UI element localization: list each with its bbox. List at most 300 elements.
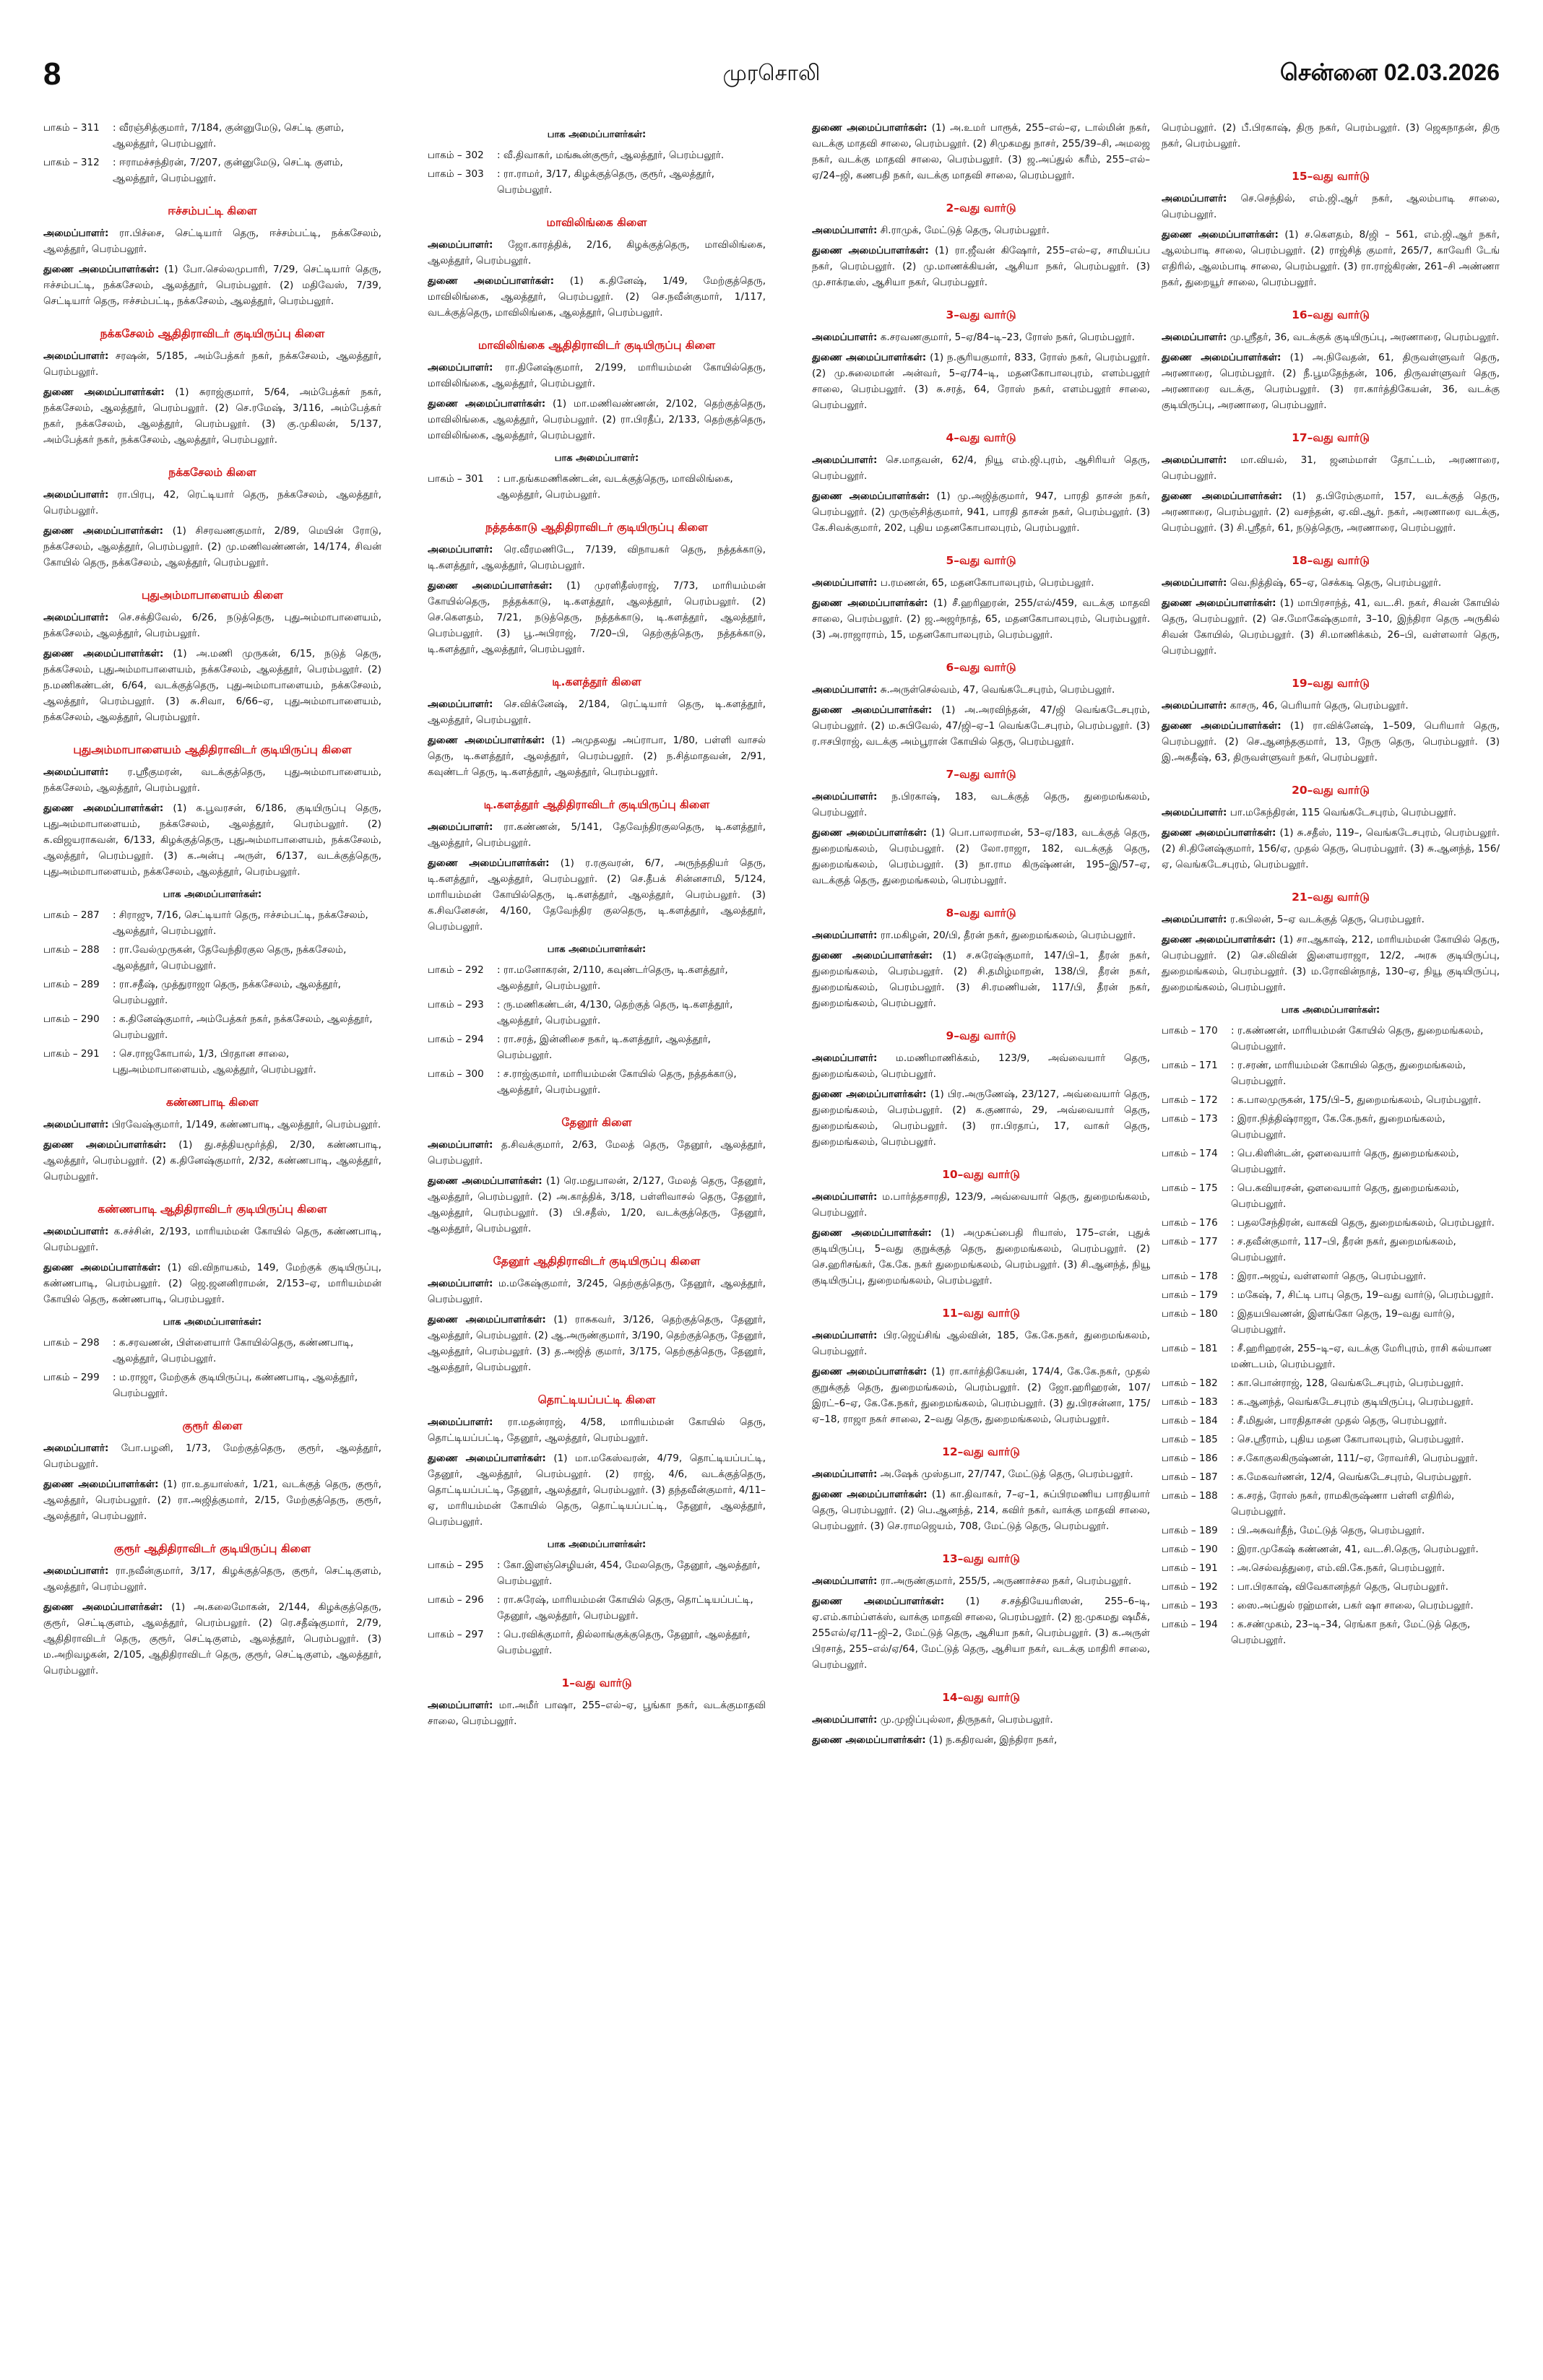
paragraph — [43, 610, 381, 641]
section-heading: தேனூர் ஆதிதிராவிடர் குடியிருப்பு கிளை — [493, 1255, 701, 1268]
paragraph-text: (1) அமுதலது அப்ராபா, 1/80, பள்ளி வாசல் தெரு, டி.களத்தூர், ஆலத்தூர், பெரம்பலூர். (2) ந.சித்மாதவன், 2/91, கவுண்டர் தெரு, டி.களத்தூர், ஆலத்தூர், பெரம்பலூர். — [428, 735, 766, 778]
paragraph-text: ஜோ.காரத்திக், 2/16, கிழக்குத்தெரு, மாவிலிங்கை, ஆலத்தூர், பெரம்பலூர். — [428, 239, 766, 267]
paragraph-text: ம.மணிமாணிக்கம், 123/9, அவ்வையார் தெரு, துறைமங்கலம், பெரம்பலூர். — [812, 1052, 1150, 1080]
paragraph-text: ரா.அருண்குமார், 255/5, அருணாச்சல நகர், பெரம்பலூர். — [880, 1575, 1132, 1587]
role-label: அமைப்பாளர்: — [1162, 914, 1227, 925]
role-label: அமைப்பாளர்: — [43, 612, 109, 623]
paragraph — [812, 575, 1150, 591]
booth-number: பாகம் – 287 — [43, 909, 100, 921]
role-label: துணை அமைப்பாளர்கள்: — [812, 490, 930, 502]
paragraph-text: ரா.பிச்சை, செட்டியார் தெரு, ஈச்சம்பட்டி, நக்கசேலம், ஆலத்தூர், பெரம்பலூர். — [43, 228, 381, 255]
booth-number: பாகம் – 183 — [1162, 1396, 1218, 1408]
role-label: அமைப்பாளர்: — [43, 1442, 109, 1454]
paragraph-text: ம.மகேஷ்குமார், 3/245, தெற்குத்தெரு, தேனூர், ஆலத்தூர், பெரம்பலூர். — [428, 1278, 766, 1305]
paragraph-text: பிர.ஜெய்சிங் ஆல்வின், 185, கே.கே.நகர், துறைமங்கலம், பெரம்பலூர். — [812, 1330, 1150, 1357]
booth-number: பாகம் – 188 — [1162, 1490, 1218, 1502]
paragraph-text: (1) ரெ.மதுபாலன், 2/127, மேலத் தெரு, தேனூர், ஆலத்தூர், பெரம்பலூர். (2) அ.காத்திக், 3/18, பள்ளிவாசல் தெரு, தேனூர், ஆலத்தூர், பெரம்பலூர். (3) பி.சதீஸ், 1/20, வடக்குத்தெரு, தேனூர், ஆலத்தூர், பெரம்பலூர். — [428, 1175, 766, 1234]
paragraph — [1162, 120, 1500, 152]
booth-details: : கோ.இளஞ்செழியன், 454, மேலதெரு, தேனூர், ஆலத்தூர், பெரம்பலூர். — [497, 1559, 761, 1587]
masthead — [43, 56, 1500, 103]
role-label: அமைப்பாளர்: — [43, 228, 109, 239]
booth-details: : ச.தவீன்குமார், 117–பி, தீரன் நகர், துறைமங்கலம், பெரம்பலூர். — [1231, 1236, 1456, 1263]
role-label: அமைப்பாளர்: — [812, 1052, 878, 1064]
column-1 — [43, 120, 381, 2351]
paragraph-text: ரா.நவீன்குமார், 3/17, கிழக்குத்தெரு, குரூர், செட்டிகுளம், ஆலத்தூர், பெரம்பலூர். — [43, 1565, 381, 1593]
role-label: அமைப்பாளர்: — [428, 1139, 493, 1151]
booth-details: : பெ.கிளின்டன், ஔவையார் தெரு, துறைமங்கலம், பெரம்பலூர். — [1231, 1148, 1459, 1175]
page-number: 8 — [43, 56, 61, 92]
booth-details: : க.ஆனந்த், வெங்கடேசபுரம் குடியிருப்பு, பெரம்பலூர். — [1231, 1396, 1474, 1408]
section-heading: குரூர் ஆதிதிராவிடர் குடியிருப்பு கிளை — [113, 1542, 311, 1555]
section — [1162, 429, 1500, 536]
section — [43, 587, 381, 725]
role-label: துணை அமைப்பாளர்கள்: — [812, 1366, 928, 1377]
booth-number: பாகம் – 177 — [1162, 1236, 1218, 1247]
section — [812, 904, 1150, 1011]
role-label: அமைப்பாளர்: — [43, 766, 109, 778]
section-heading: டி.களத்தூர் கிளை — [552, 675, 641, 688]
paragraph-text: (1) ச.சத்தியேயரிஸன், 255–6–டி, ஏ.எம்.காம்ப்ளக்ஸ், வாக்கு மாதவி சாலை, பெரம்பலூர். (2) ஐ.முகமது ஷமீக், 255எல்/ஏ/11–ஜி–2, மேட்டுத் தெரு, ஆசியா நகர், பெரம்பலூர். (3) க.அருள் பிரசாத், 255–எல்/ஏ/64, மேட்டுத் தெரு, ஆசியா நகர், வடக்கு மாதிரி சாலை, பெரம்பலூர். — [812, 1596, 1150, 1671]
paragraph — [43, 1476, 381, 1524]
booth-details: : இரா.முகேஷ் கண்ணன், 41, வட.சி.தெரு, பெரம்பலூர். — [1231, 1544, 1479, 1555]
booth-details: : வீ.திவாகர், மங்கூன்குரூர், ஆலத்தூர், பெரம்பலூர். — [497, 150, 725, 161]
column-3 — [812, 120, 1150, 2351]
paragraph — [812, 789, 1150, 821]
paragraph-text: ப.ரமணன், 65, மதனகோபாலபுரம், பெரம்பலூர். — [880, 577, 1094, 589]
section — [1162, 888, 1500, 1648]
section-heading: 12–வது வார்டு — [942, 1445, 1020, 1458]
paragraph — [812, 1593, 1150, 1673]
paragraph — [1162, 805, 1500, 821]
section-heading: 6–வது வார்டு — [946, 661, 1016, 674]
paragraph-text: (1) சீ.ஹரிஹரன், 255/எல்/459, வடக்கு மாதவி சாலை, பெரம்பலூர். (2) ஜ.அஜர்நாத், 65, மதனகோபாலபுரம், பெரம்பலூர். (3) அ.ராஜாராம், 15, மதனகோபாலபுரம், பெரம்பலூர். — [812, 597, 1150, 641]
booth-number: பாகம் – 191 — [1162, 1562, 1218, 1574]
paragraph — [43, 1260, 381, 1307]
section-heading: நக்கசேலம் கிளை — [168, 466, 256, 479]
sub-heading: பாக அமைப்பாளர்கள்: — [547, 1539, 647, 1550]
section — [812, 1027, 1150, 1150]
paragraph — [428, 578, 766, 657]
booth-entry — [428, 1031, 766, 1063]
booth-number: பாகம் – 178 — [1162, 1271, 1218, 1282]
paragraph-text: (1) ந.கதிரவன், இந்திரா நகர், — [928, 1734, 1058, 1746]
booth-number: பாகம் – 170 — [1162, 1025, 1218, 1037]
role-label: அமைப்பாளர்: — [812, 930, 878, 941]
role-label: துணை அமைப்பாளர்கள்: — [428, 735, 545, 746]
paragraph-text: (1) அமுசுப்பைதி ரியாஸ், 175–என், புதுக் குடியிருப்பு, 5–வது குறுக்குத் தெரு, துறைமங்கலம், பெரம்பலூர். (2) செ.ஹரிசங்கர், கே.கே. நகர் துறைமங்கலம், பெரம்பலூர். (3) சி.ஆனந்த், நியூ குடியிருப்பு, துறைமங்கலம், பெரம்பலூர். — [812, 1227, 1150, 1286]
paragraph-text: (1) போ.செல்லமுபாரி, 7/29, செட்டியார் தெரு, ஈச்சம்பட்டி, நக்கசேலம், ஆலத்தூர், பெரம்பலூர். (2) மதிவேஸ், 7/39, செட்டியார் தெரு, ஈச்சம்பட்டி, நக்கசேலம், ஆலத்தூர், பெரம்பலூர். — [43, 264, 381, 307]
booth-entry — [43, 1369, 381, 1401]
paragraph-text: (1) அ.கலைமோகன், 2/144, கிழக்குத்தெரு, குரூர், செட்டிகுளம், ஆலத்தூர், பெரம்பலூர். (2) ரெ.சதீஷ்குமார், 2/79, ஆதிதிராவிடர் தெரு, குரூர், செட்டிகுளம், ஆலத்தூர், பெரம்பலூர். (3) ம.அறிவழகன், 2/105, ஆதிதிராவிடர் தெரு, குரூர், செட்டிகுளம், ஆலத்தூர், பெரம்பலூர். — [43, 1601, 381, 1676]
paragraph-text: (1) ரா.விக்னேஷ், 1–509, பெரியார் தெரு, பெரம்பலூர். (2) செ.ஆனந்தகுமார், 13, நேரு தெரு, பெரம்பலூர். (3) இ.அகதீஷ், 63, திருவள்ளுவர் நகர், பெரம்பலூர். — [1162, 720, 1500, 763]
section-heading: 14–வது வார்டு — [942, 1691, 1020, 1704]
paragraph-text: செ.செந்தில், எம்.ஜி.ஆர் நகர், ஆலம்பாடி சாலை, பெரம்பலூர். — [1162, 193, 1500, 220]
paragraph — [1162, 452, 1500, 484]
section-heading: 3–வது வார்டு — [946, 308, 1016, 321]
section — [428, 127, 766, 198]
role-label: அமைப்பாளர்: — [428, 544, 493, 555]
booth-entry — [1162, 1234, 1500, 1265]
booth-entry — [1162, 1579, 1500, 1595]
column-4 — [1162, 120, 1500, 2351]
paragraph — [428, 1137, 766, 1169]
section — [43, 1540, 381, 1679]
role-label: துணை அமைப்பாளர்கள்: — [812, 597, 928, 609]
section — [428, 337, 766, 503]
role-label: அமைப்பாளர்: — [428, 239, 493, 251]
paragraph-text: மா.வியல், 31, ஜனம்மாள் தோட்டம், அரணாரை, பெரம்பலூர். — [1162, 454, 1500, 482]
paragraph-text: மு.முஜிப்புல்லா, திருநகர், பெரம்பலூர். — [880, 1714, 1053, 1726]
paragraph — [43, 646, 381, 725]
section — [428, 519, 766, 657]
booth-number: பாகம் – 174 — [1162, 1148, 1218, 1159]
paragraph — [43, 800, 381, 880]
role-label: அமைப்பாளர்: — [428, 1278, 493, 1289]
booth-entry — [1162, 1523, 1500, 1539]
column-2 — [428, 120, 766, 2351]
section — [1162, 552, 1500, 659]
sub-heading: பாக அமைப்பாளர்கள்: — [547, 129, 647, 140]
booth-details: : இரா.அஜய், வள்ளலார் தெரு, பெரம்பலூர். — [1231, 1271, 1427, 1282]
section-heading: 18–வது வார்டு — [1292, 554, 1370, 567]
section — [1162, 675, 1500, 766]
role-label: துணை அமைப்பாளர்கள்: — [812, 352, 927, 363]
section-heading: நக்கசேலம் ஆதிதிராவிடர் குடியிருப்பு கிளை — [100, 327, 325, 340]
role-label: அமைப்பாளர்: — [1162, 332, 1227, 343]
booth-number: பாகம் – 190 — [1162, 1544, 1218, 1555]
role-label: அமைப்பாளர்: — [1162, 193, 1227, 204]
section — [812, 659, 1150, 750]
section-heading: மாவிலிங்கை ஆதிதிராவிடர் குடியிருப்பு கிளை — [477, 339, 716, 352]
paragraph-text: ரா.பிரபு, 42, ரெட்டியார் தெரு, நக்கசேலம், ஆலத்தூர், பெரம்பலூர். — [43, 489, 381, 516]
section-heading: தேனூர் கிளை — [561, 1116, 632, 1129]
booth-entry — [1162, 1180, 1500, 1212]
sub-heading: பாக அமைப்பாளர்: — [554, 453, 639, 464]
paragraph-text: செ.மாதவன், 62/4, நியூ எம்.ஜி.புரம், ஆசிரியர் தெரு, பெரம்பலூர். — [812, 454, 1150, 482]
paragraph — [43, 523, 381, 571]
booth-details: : ரா.சரத், இன்னிசை நகர், டி.களத்தூர், ஆலத்தூர், பெரம்பலூர். — [497, 1034, 711, 1061]
role-label: துணை அமைப்பாளர்கள்: — [812, 950, 933, 961]
section — [812, 199, 1150, 290]
booth-entry — [428, 166, 766, 198]
role-label: துணை அமைப்பாளர்கள்: — [812, 1227, 932, 1239]
paragraph-text: (1) வி.விநாயகம், 149, மேற்குக் குடியிருப்பு, கண்ணபாடி, பெரம்பலூர். (2) ஜெ.ஜனனிராமன், 2/153–ஏ, மாரியம்மன் கோயில் தெரு, கண்ணபாடி, பெரம்பலூர். — [43, 1262, 381, 1305]
role-label: துணை அமைப்பாளர்கள்: — [812, 704, 933, 716]
paragraph — [43, 764, 381, 796]
role-label: துணை அமைப்பாளர்கள்: — [812, 1489, 928, 1500]
booth-entry — [1162, 1394, 1500, 1410]
booth-entry — [1162, 1413, 1500, 1429]
paragraph-text: ரெ.வீரமணிடே, 7/139, விநாயகர் தெரு, நத்தக்காடு, டி.களத்தூர், ஆலத்தூர், பெரம்பலூர். — [428, 544, 766, 571]
section — [428, 796, 766, 1098]
booth-details: : பா.பிரகாஷ், விவேகானந்தர் தெரு, பெரம்பலூர். — [1231, 1581, 1449, 1593]
booth-number: பாகம் – 186 — [1162, 1453, 1218, 1464]
paragraph — [812, 452, 1150, 484]
booth-entry — [428, 147, 766, 163]
paragraph — [1162, 698, 1500, 714]
booth-number: பாகம் – 298 — [43, 1337, 100, 1349]
role-label: அமைப்பாளர்: — [812, 1714, 878, 1726]
booth-number: பாகம் – 291 — [43, 1048, 100, 1060]
booth-number: பாகம் – 187 — [1162, 1471, 1218, 1483]
section-heading: 20–வது வார்டு — [1292, 784, 1370, 797]
section-heading: 11–வது வார்டு — [942, 1307, 1020, 1320]
role-label: துணை அமைப்பாளர்கள்: — [428, 1175, 543, 1187]
booth-details: : பா.தங்கமணிகண்டன், வடக்குத்தெரு, மாவிலிங்கை, ஆலத்தூர், பெரம்பலூர். — [497, 473, 733, 501]
booth-entry — [1162, 1541, 1500, 1557]
paragraph — [43, 1137, 381, 1185]
booth-entry — [1162, 1432, 1500, 1448]
booth-number: பாகம் – 295 — [428, 1559, 484, 1571]
paragraph — [43, 1117, 381, 1133]
role-label: அமைப்பாளர்: — [428, 698, 493, 710]
paragraph — [43, 1224, 381, 1255]
paragraph — [43, 1599, 381, 1679]
paragraph — [812, 825, 1150, 888]
paragraph — [812, 1466, 1150, 1482]
booth-details: : ரா.மனோகரன், 2/110, கவுண்டர்தெரு, டி.களத்தூர், ஆலத்தூர், பெரம்பலூர். — [497, 964, 728, 992]
role-label: துணை அமைப்பாளர்கள்: — [812, 122, 928, 134]
role-label: அமைப்பாளர்: — [812, 684, 878, 696]
role-label: துணை அமைப்பாளர்கள்: — [43, 1139, 167, 1151]
section-heading: மாவிலிங்கை கிளை — [546, 216, 647, 229]
section-heading: தொட்டியப்பட்டி கிளை — [537, 1393, 656, 1406]
role-label: அமைப்பாளர்: — [428, 1700, 493, 1711]
paragraph-text: ரா.மதன்ராஜ், 4/58, மாரியம்மன் கோயில் தெரு, தொட்டியப்பட்டி, தேனூர், ஆலத்தூர், பெரம்பலூர். — [428, 1416, 766, 1444]
section-heading: 21–வது வார்டு — [1292, 891, 1370, 904]
booth-number: பாகம் – 296 — [428, 1594, 484, 1606]
role-label: துணை அமைப்பாளர்கள்: — [428, 580, 553, 592]
dateline: சென்னை 02.03.2026 — [1279, 59, 1500, 85]
section — [428, 673, 766, 780]
booth-details: : செ.ராஜகோபால், 1/3, பிரதான சாலை, புதுஅம்மாபாளையம், ஆலத்தூர், பெரம்பலூர். — [113, 1048, 316, 1076]
paragraph — [428, 360, 766, 391]
booth-entry — [1162, 1488, 1500, 1520]
paragraph — [428, 696, 766, 728]
paragraph-text: க.சச்சின், 2/193, மாரியம்மன் கோயில் தெரு, கண்ணபாடி, பெரம்பலூர். — [43, 1226, 381, 1253]
booth-details: : ஈராமச்சந்திரன், 7/207, குன்னுமேடு, செட்டி குளம், ஆலத்தூர், பெரம்பலூர். — [113, 157, 343, 184]
booth-entry — [43, 942, 381, 974]
booth-number: பாகம் – 184 — [1162, 1415, 1218, 1427]
paragraph-text: (1) ரா.உதயாஸ்கர், 1/21, வடக்குத் தெரு, குரூர், ஆலத்தூர், பெரம்பலூர். (2) ரா.அஜித்குமார், 2/15, மேற்குத்தெரு, குரூர், ஆலத்தூர், பெரம்பலூர். — [43, 1479, 381, 1522]
paragraph-text: மு.ஸ்ரீதர், 36, வடக்குக் குடியிருப்பு, அரணாரை, பெரம்பலூர். — [1229, 332, 1500, 343]
paragraph-text: (1) முரளிதீஸ்ராஜ், 7/73, மாரியம்மன் கோயில்தெரு, நத்தக்காடு, டி.களத்தூர், ஆலத்தூர், பெரம்பலூர். (2) செ.கௌதம், 7/21, நடுத்தெரு, நத்தக்காடு, டி.களத்தூர், ஆலத்தூர், பெரம்பலூர். (3) பூ.அபிராஜ், 7/20–பி, தெற்குத்தெரு, நத்தக்காடு, டி.களத்தூர், ஆலத்தூர், பெரம்பலூர். — [428, 580, 766, 655]
role-label: அமைப்பாளர்: — [1162, 454, 1227, 466]
booth-number: பாகம் – 303 — [428, 168, 484, 180]
booth-number: பாகம் – 176 — [1162, 1217, 1218, 1229]
paragraph — [812, 595, 1150, 643]
paragraph — [428, 1312, 766, 1375]
paragraph-text: செ.விக்னேஷ், 2/184, ரெட்டியார் தெரு, டி.களத்தூர், ஆலத்தூர், பெரம்பலூர். — [428, 698, 766, 726]
paragraph — [43, 1440, 381, 1472]
booth-entry — [428, 1066, 766, 1098]
booth-entry — [428, 997, 766, 1029]
section — [43, 1200, 381, 1401]
article-columns — [43, 120, 1500, 2351]
paragraph — [1162, 488, 1500, 536]
booth-entry — [1162, 1215, 1500, 1231]
booth-entry — [1162, 1111, 1500, 1143]
role-label: அமைப்பாளர்: — [1162, 807, 1227, 818]
paragraph — [812, 222, 1150, 238]
booth-entry — [428, 962, 766, 994]
paragraph-text: (1) அ.மணி முருகன், 6/15, நடுத் தெரு, நக்கசேலம், புதுஅம்மாபாளையம், நக்கசேலம், ஆலத்தூர், பெரம்பலூர். (2) ந.மணிகண்டன், 6/64, வடக்குத்தெரு, புதுஅம்மாபாளையம், நக்கசேலம், ஆலத்தூர், பெரம்பலூர். (3) சு.சிவா, 6/66–ஏ, புதுஅம்மாபாளையம், நக்கசேலம், ஆலத்தூர், பெரம்பலூர். — [43, 648, 381, 723]
paragraph — [812, 1364, 1150, 1427]
sub-heading: பாக அமைப்பாளர்கள்: — [163, 889, 262, 900]
section — [43, 464, 381, 571]
role-label: துணை அமைப்பாளர்கள்: — [428, 275, 554, 287]
paragraph — [812, 1487, 1150, 1534]
role-label: துணை அமைப்பாளர்கள்: — [428, 398, 546, 410]
role-label: அமைப்பாளர்: — [428, 821, 493, 833]
booth-entry — [1162, 1092, 1500, 1108]
role-label: அமைப்பாளர்: — [812, 225, 878, 236]
booth-number: பாகம் – 192 — [1162, 1581, 1218, 1593]
section — [43, 1094, 381, 1185]
section-heading: கண்ணபாடி ஆதிதிராவிடர் குடியிருப்பு கிளை — [98, 1203, 327, 1216]
booth-details: : சீ.ஹரிஹரன், 255–டி–ஏ, வடக்கு மேரிபுரம், ராசி கல்யாண மண்டபம், பெரம்பலூர். — [1231, 1343, 1492, 1370]
paragraph — [812, 120, 1150, 183]
section-heading: 15–வது வார்டு — [1292, 170, 1370, 183]
section-heading: 16–வது வார்டு — [1292, 308, 1370, 321]
booth-entry — [43, 1046, 381, 1078]
paragraph-text: அ.ஷேக் முஸ்தபா, 27/747, மேட்டுத் தெரு, பெரம்பலூர். — [880, 1468, 1133, 1480]
role-label: அமைப்பாளர்: — [428, 362, 493, 373]
booth-entry — [1162, 1287, 1500, 1303]
booth-number: பாகம் – 194 — [1162, 1619, 1218, 1630]
paragraph — [1162, 329, 1500, 345]
role-label: அமைப்பாளர்: — [812, 332, 878, 343]
booth-number: பாகம் – 301 — [428, 473, 484, 485]
paragraph-text: (1) ச.கௌதம், 8/ஜி – 561, எம்.ஜி.ஆர் நகர், ஆலம்பாடி சாலை, பெரம்பலூர். (2) ராஜ்சித் குமார், 265/7, காவேரி டேங் எதிரில், ஆலம்பாடி சாலை, பெரம்பலூர். (3) ரா.ராஜ்கிரண், 261–சி அண்ணா நகர், துறையூர் சாலை, பெரம்பலூர். — [1162, 229, 1500, 288]
paragraph — [1162, 932, 1500, 995]
paragraph-text: (1) ந.சூரியகுமார், 833, ரோஸ் நகர், பெரம்பலூர். (2) மு.சுலைமான் அன்வர், 5–ஏ/74–டி, மதனகோபாலபுரம், எளம்பலூர் சாலை, பெரம்பலூர். (3) சு.சரத், 64, ரோஸ் நகர், எளம்பலூர் சாலை, பெரம்பலூர். — [812, 352, 1150, 411]
section — [1162, 120, 1500, 152]
paragraph — [812, 682, 1150, 698]
role-label: துணை அமைப்பாளர்கள்: — [43, 264, 160, 275]
paragraph — [428, 855, 766, 935]
paragraph-text: (1) சுராஜ்குமார், 5/64, அம்பேத்கர் நகர், நக்கசேலம், ஆலத்தூர், பெரம்பலூர். (2) செ.ரமேஷ், 3/116, அம்பேத்கர் நகர், நக்கசேலம், ஆலத்தூர், பெரம்பலூர். (3) கு.முகிலன், 5/137, அம்பேத்கர் நகர், நக்கசேலம், ஆலத்தூர், பெரம்பலூர். — [43, 386, 381, 446]
paragraph-text: சரஷன், 5/185, அம்பேத்கர் நகர், நக்கசேலம், ஆலத்தூர், பெரம்பலூர். — [43, 350, 381, 378]
section — [428, 1391, 766, 1658]
paragraph — [428, 732, 766, 780]
section — [812, 1166, 1150, 1289]
section — [812, 1304, 1150, 1427]
booth-details: : ம.ராஜா, மேற்குக் குடியிருப்பு, கண்ணபாடி, ஆலத்தூர், பெரம்பலூர். — [113, 1372, 358, 1399]
role-label: துணை அமைப்பாளர்கள்: — [428, 1453, 546, 1464]
paragraph-text: சு.அருள்செல்வம், 47, வெங்கடேசபுரம், பெரம்பலூர். — [880, 684, 1115, 696]
booth-details: : இதயபிவணன், இளங்கோ தெரு, 19–வது வார்டு, பெரம்பலூர். — [1231, 1308, 1455, 1336]
booth-details: : பதலசேந்திரன், வாகவி தெரு, துறைமங்கலம், பெரம்பலூர். — [1231, 1217, 1495, 1229]
booth-details: : ச.கோகுலகிருஷ்ணன், 111/–ஏ, ரோவர்சி, பெரம்பலூர். — [1231, 1453, 1478, 1464]
role-label: துணை அமைப்பாளர்கள்: — [1162, 827, 1276, 839]
paragraph-text: (1) க.தினேஷ், 1/49, மேற்குத்தெரு, மாவிலிங்கை, ஆலத்தூர், பெரம்பலூர். (2) செ.நவீன்குமார், 1/117, வடக்குத்தெரு, மாவிலிங்கை, ஆலத்தூர், பெரம்பலூர். — [428, 275, 766, 319]
role-label: துணை அமைப்பாளர்கள்: — [43, 1601, 163, 1613]
section — [812, 429, 1150, 536]
paragraph-text: பா.மகேந்திரன், 115 வெங்கடேசபுரம், பெரம்பலூர். — [1229, 807, 1457, 818]
sub-heading: பாக அமைப்பாளர்கள்: — [547, 944, 647, 955]
role-label: அமைப்பாளர்: — [812, 1575, 878, 1587]
booth-details: : க.சரவணன், பிள்ளையார் கோயில்தெரு, கண்ணபாடி, ஆலத்தூர், பெரம்பலூர். — [113, 1337, 354, 1364]
section — [812, 1443, 1150, 1534]
booth-number: பாகம் – 185 — [1162, 1434, 1218, 1445]
booth-details: : இரா.நித்திஷ்ராஜா, கே.கே.நகர், துறைமங்கலம், பெரம்பலூர். — [1231, 1113, 1445, 1141]
role-label: துணை அமைப்பாளர்கள்: — [812, 1734, 926, 1746]
role-label: துணை அமைப்பாளர்கள்: — [1162, 352, 1281, 363]
role-label: அமைப்பாளர்: — [428, 1416, 493, 1428]
paragraph — [43, 1563, 381, 1595]
paragraph-text: (1) து.சத்தியமூர்த்தி, 2/30, கண்ணபாடி, ஆலத்தூர், பெரம்பலூர். (2) க.தினேஷ்குமார், 2/32, கண்ணபாடி, ஆலத்தூர், பெரம்பலூர். — [43, 1139, 381, 1182]
paragraph — [812, 948, 1150, 1011]
paragraph — [812, 1086, 1150, 1150]
role-label: துணை அமைப்பாளர்கள்: — [812, 1089, 927, 1100]
booth-details: : க.மேகவர்ணன், 12/4, வெங்கடேசபுரம், பெரம்பலூர். — [1231, 1471, 1472, 1483]
booth-entry — [1162, 1450, 1500, 1466]
sub-heading: பாக அமைப்பாளர்கள்: — [163, 1317, 262, 1328]
booth-number: பாகம் – 290 — [43, 1013, 100, 1025]
role-label: அமைப்பாளர்: — [1162, 577, 1227, 589]
paragraph — [1162, 912, 1500, 927]
section-heading: 17–வது வார்டு — [1292, 431, 1370, 444]
booth-entry — [1162, 1469, 1500, 1485]
role-label: அமைப்பாளர்: — [812, 1468, 878, 1480]
paragraph-text: (1) சா.ஆகாஷ், 212, மாரியம்மன் கோயில் தெரு, பெரம்பலூர். (2) செ.லிவின் இளையராஜா, 12/2, அரசு குடியிருப்பு, துறைமங்கலம், பெரம்பலூர். (3) ம.ரோவின்நாத், 130–ஏ, நியூ குடியிருப்பு, துறைமங்கலம், பெரம்பலூர். — [1162, 934, 1500, 993]
section — [812, 1550, 1150, 1673]
role-label: அமைப்பாளர்: — [812, 577, 878, 589]
role-label: அமைப்பாளர்: — [812, 1330, 878, 1341]
section — [43, 202, 381, 309]
paragraph-text: ர.கபிலன், 5–ஏ வடக்குத் தெரு, பெரம்பலூர். — [1229, 914, 1425, 925]
paragraph-text: ரா.கண்ணன், 5/141, தேவேந்திரகுலதெரு, டி.களத்தூர், ஆலத்தூர், பெரம்பலூர். — [428, 821, 766, 849]
paragraph-text: (1) ரா.ஜீவன் கிஷோர், 255–எல்–ஏ, சாமியப்ப நகர், பெரம்பலூர். (2) மு.மாணக்கியன், ஆசியா நகர், பெரம்பலூர். (3) மு.சாக்ரடீஸ், ஆசியா நகர், பெரம்பலூர். — [812, 245, 1150, 288]
section-heading: ஈச்சம்பட்டி கிளை — [168, 204, 257, 217]
booth-details: : க.பாலமுருகன், 175/பி–5, துறைமங்கலம், பெரம்பலூர். — [1231, 1094, 1482, 1106]
paragraph-text: (1) மு.அஜித்குமார், 947, பாரதி தாசன் நகர், பெரம்பலூர். (2) முருஞ்சித்குமார், 941, பாரதி தாசன் நகர், பெரம்பலூர். (3) கே.சிவக்குமார், 202, புதிய மதனகோபாலபுரம், பெரம்பலூர். — [812, 490, 1150, 534]
section — [43, 741, 381, 1078]
paragraph — [43, 261, 381, 309]
paragraph — [43, 384, 381, 448]
role-label: துணை அமைப்பாளர்கள்: — [812, 827, 928, 839]
section — [43, 120, 381, 186]
section — [428, 1674, 766, 1729]
role-label: துணை அமைப்பாளர்கள்: — [43, 525, 164, 537]
paragraph — [1162, 191, 1500, 222]
booth-entry — [428, 1592, 766, 1624]
role-label: துணை அமைப்பாளர்கள்: — [43, 1262, 161, 1273]
booth-number: பாகம் – 292 — [428, 964, 484, 976]
paragraph — [812, 350, 1150, 413]
paragraph — [43, 487, 381, 519]
paragraph-text: (1) பிர.அருணேஷ், 23/127, அவ்வையார் தெரு, துறைமங்கலம், பெரம்பலூர். (2) க.குணால், 29, அவ்வையார் தெரு, துறைமங்கலம், பெரம்பலூர். (3) ரா.பிரதாப், 17, வாகர் தெரு, துறைமங்கலம், பெரம்பலூர். — [812, 1089, 1150, 1148]
role-label: அமைப்பாளர்: — [1162, 700, 1227, 711]
booth-details: : பி.அசுவர்தீந், மேட்டுத் தெரு, பெரம்பலூர். — [1231, 1525, 1425, 1536]
section — [812, 552, 1150, 643]
role-label: துணை அமைப்பாளர்கள்: — [43, 1479, 159, 1490]
booth-details: : சீ.மிதுன், பாரதிதாசன் முதல் தெரு, பெரம்பலூர். — [1231, 1415, 1448, 1427]
paragraph-text: (1) மா.மகேஸ்வரன், 4/79, தொட்டியப்பட்டி, தேனூர், ஆலத்தூர், பெரம்பலூர். (2) ராஜ், 4/6, வடக்குத்தெரு, தொட்டியப்பட்டி, தேனூர், ஆலத்தூர், பெரம்பலூர். (3) தந்தவீன்குமார், 4/11–ஏ, மாரியம்மன் கோயில் தெரு, தொட்டியப்பட்டி, தேனூர், ஆலத்தூர், பெரம்பலூர். — [428, 1453, 766, 1528]
role-label: துணை அமைப்பாளர்கள்: — [812, 1596, 945, 1607]
paper-name: முரசொலி — [722, 61, 821, 86]
section — [1162, 782, 1500, 873]
booth-number: பாகம் – 179 — [1162, 1289, 1218, 1301]
booth-entry — [1162, 1057, 1500, 1089]
booth-number: பாகம் – 293 — [428, 999, 484, 1011]
booth-entry — [428, 471, 766, 503]
paragraph-text: ர.ஸ்ரீகுமரன், வடக்குத்தெரு, புதுஅம்மாபாளையம், நக்கசேலம், ஆலத்தூர், பெரம்பலூர். — [43, 766, 381, 794]
role-label: துணை அமைப்பாளர்கள்: — [1162, 229, 1279, 241]
role-label: அமைப்பாளர்: — [812, 791, 878, 802]
role-label: துணை அமைப்பாளர்கள்: — [1162, 934, 1276, 945]
